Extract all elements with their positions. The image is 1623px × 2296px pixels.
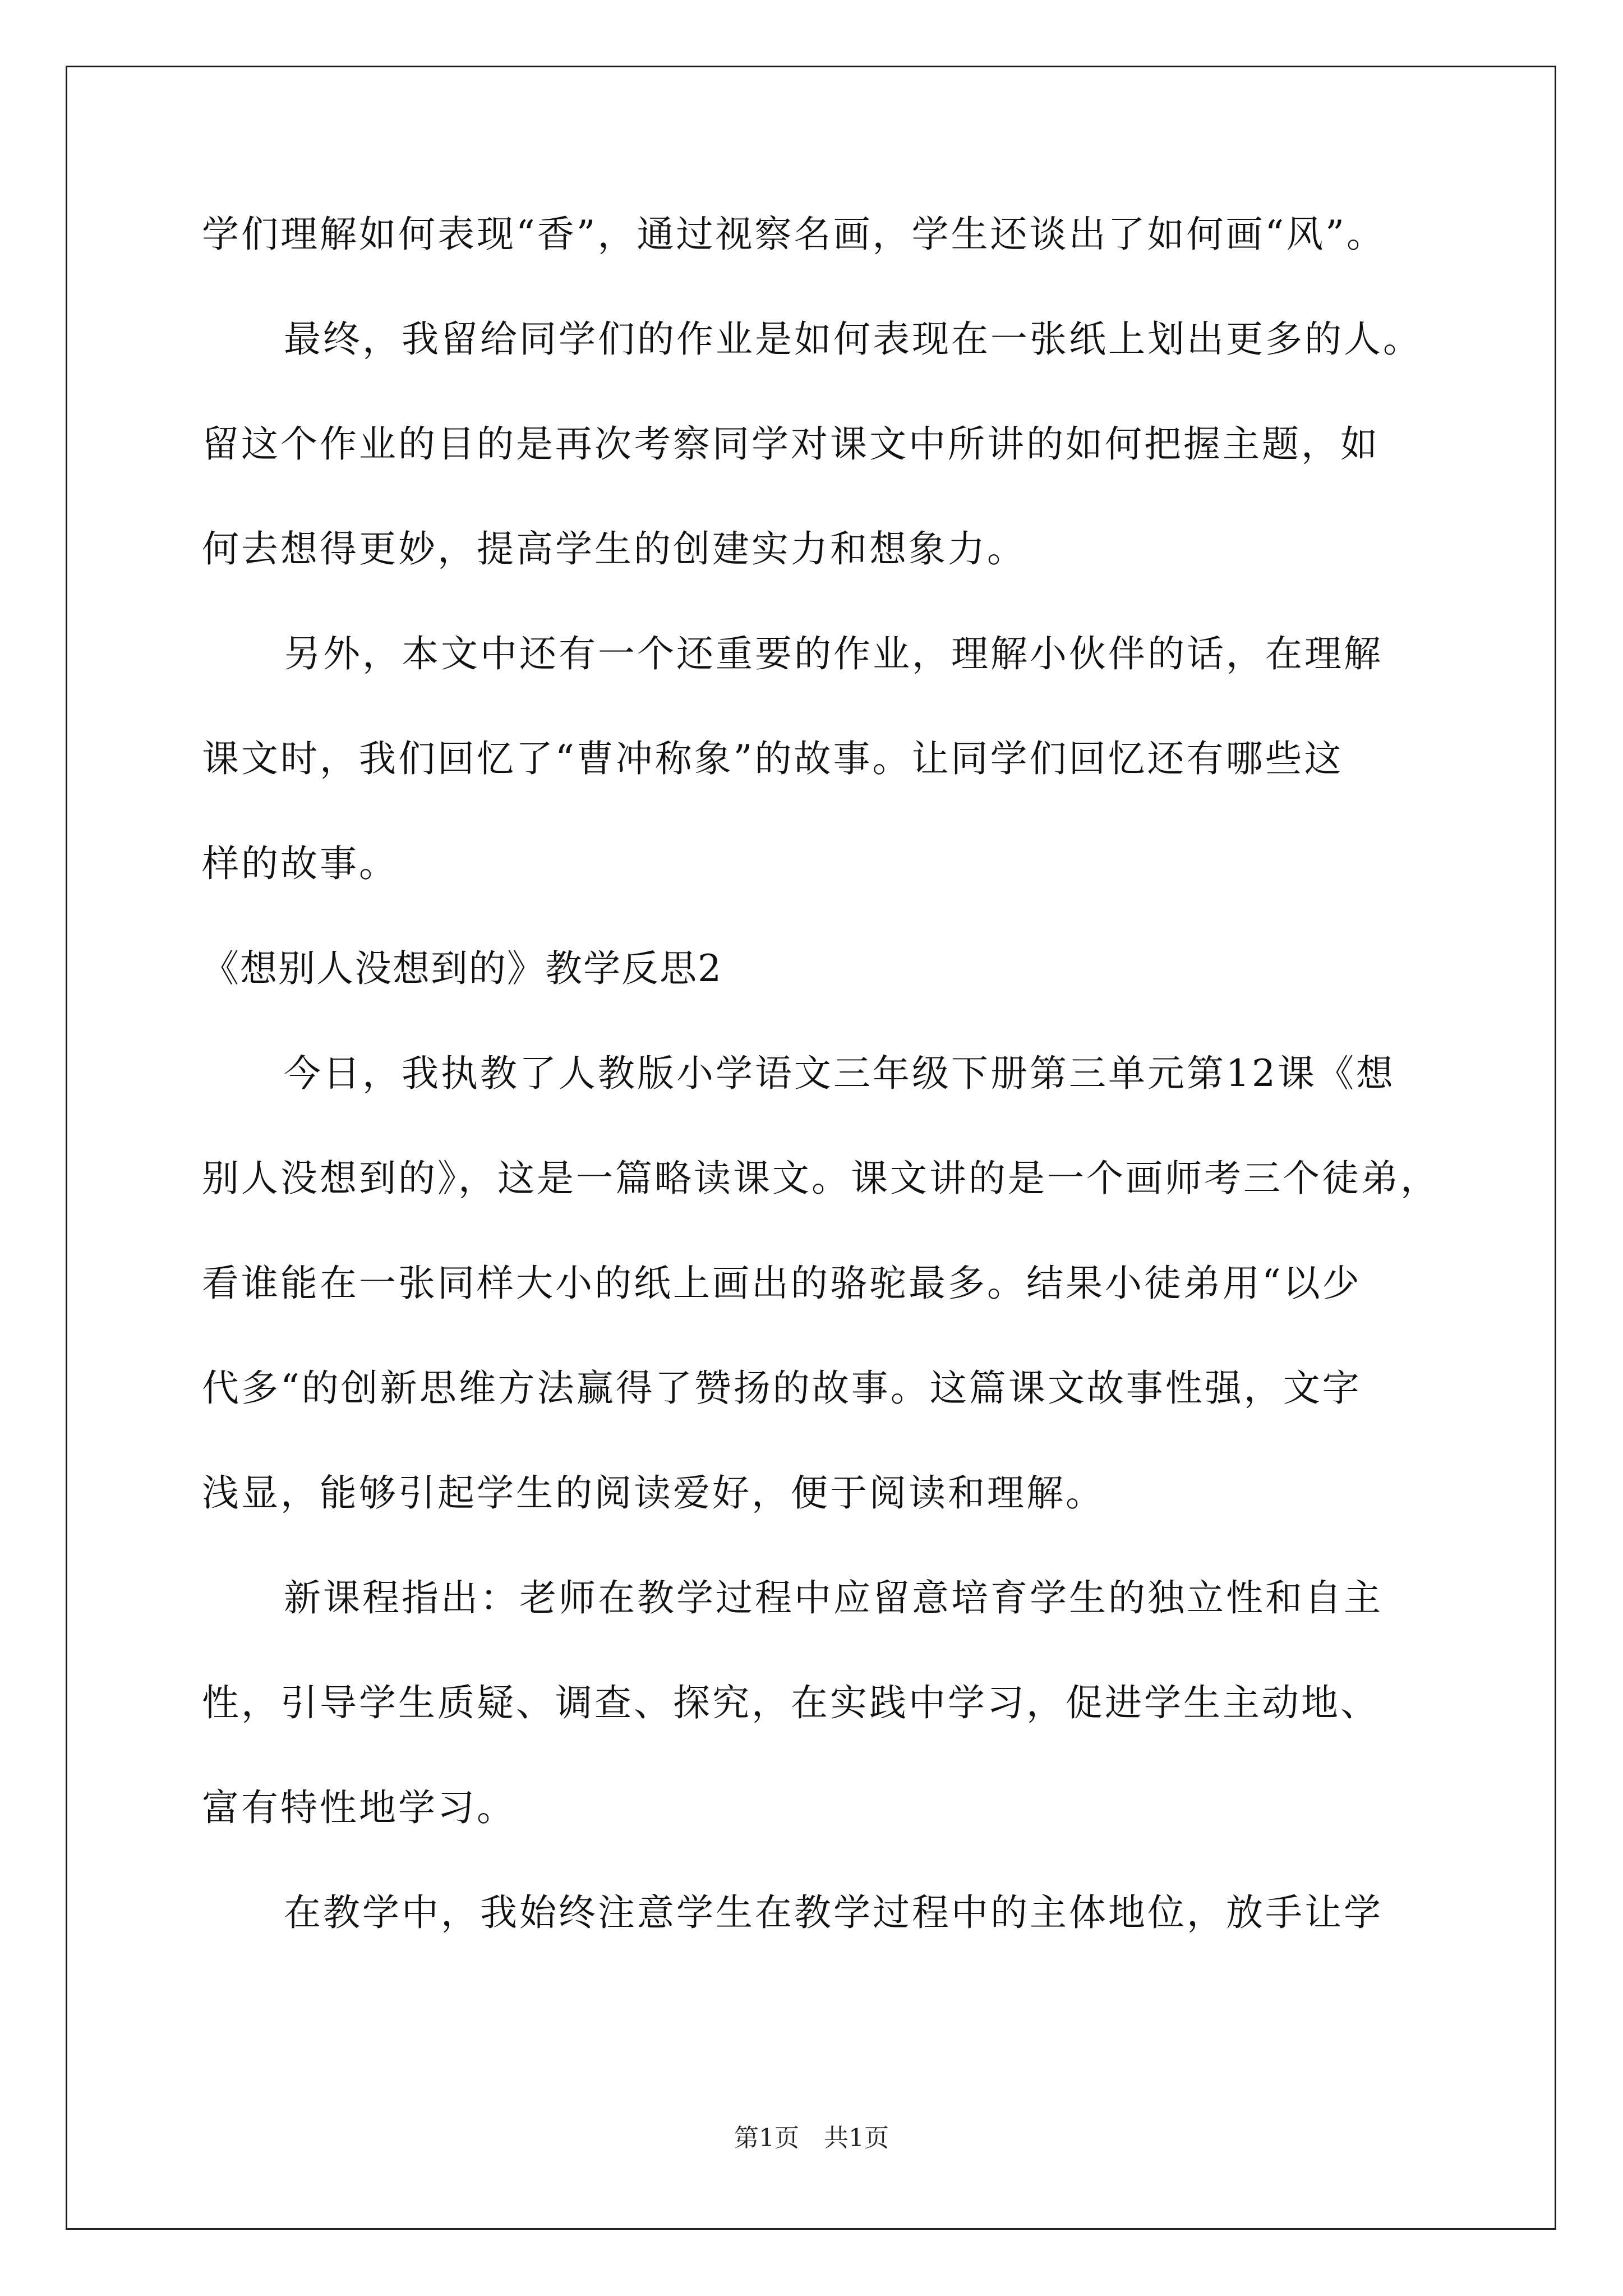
- text-line: 代多“的创新思维方法赢得了赞扬的故事。这篇课文故事性强，文字: [202, 1366, 1362, 1410]
- text-line: 新课程指出：老师在教学过程中应留意培育学生的独立性和自主: [284, 1576, 1383, 1619]
- text-line: 看谁能在一张同样大小的纸上画出的骆驼最多。结果小徒弟用“以少: [202, 1262, 1362, 1305]
- text-line: 在教学中，我始终注意学生在教学过程中的主体地位，放手让学: [284, 1891, 1383, 1934]
- document-body: [202, 208, 1440, 1991]
- text-line: 别人没想到的》，这是一篇略读课文。课文讲的是一个画师考三个徒弟，: [202, 1157, 1440, 1200]
- text-line: 留这个作业的目的是再次考察同学对课文中所讲的如何把握主题，如: [202, 422, 1380, 466]
- text-line: 浅显，能够引起学生的阅读爱好，便于阅读和理解。: [202, 1471, 1105, 1515]
- text-line: 样的故事。: [202, 842, 398, 885]
- text-line: 最终，我留给同学们的作业是如何表现在一张纸上划出更多的人。: [284, 318, 1422, 361]
- text-line: 课文时，我们回忆了“曹冲称象”的故事。让同学们回忆还有哪些这: [202, 737, 1344, 780]
- text-line: 另外，本文中还有一个还重要的作业，理解小伙伴的话，在理解: [284, 632, 1383, 675]
- section-heading: 《想别人没想到的》教学反思2: [202, 947, 722, 990]
- text-line: 富有特性地学习。: [202, 1786, 516, 1829]
- text-line: 今日，我执教了人教版小学语文三年级下册第三单元第12课《想: [284, 1052, 1395, 1095]
- text-line: 性，引导学生质疑、调查、探究，在实践中学习，促进学生主动地、: [202, 1681, 1380, 1724]
- text-line: 何去想得更妙，提高学生的创建实力和想象力。: [202, 527, 1026, 570]
- page-footer: 第1页 共1页: [734, 2124, 889, 2152]
- text-line: 学们理解如何表现“香”，通过视察名画，学生还谈出了如何画“风”。: [202, 213, 1386, 256]
